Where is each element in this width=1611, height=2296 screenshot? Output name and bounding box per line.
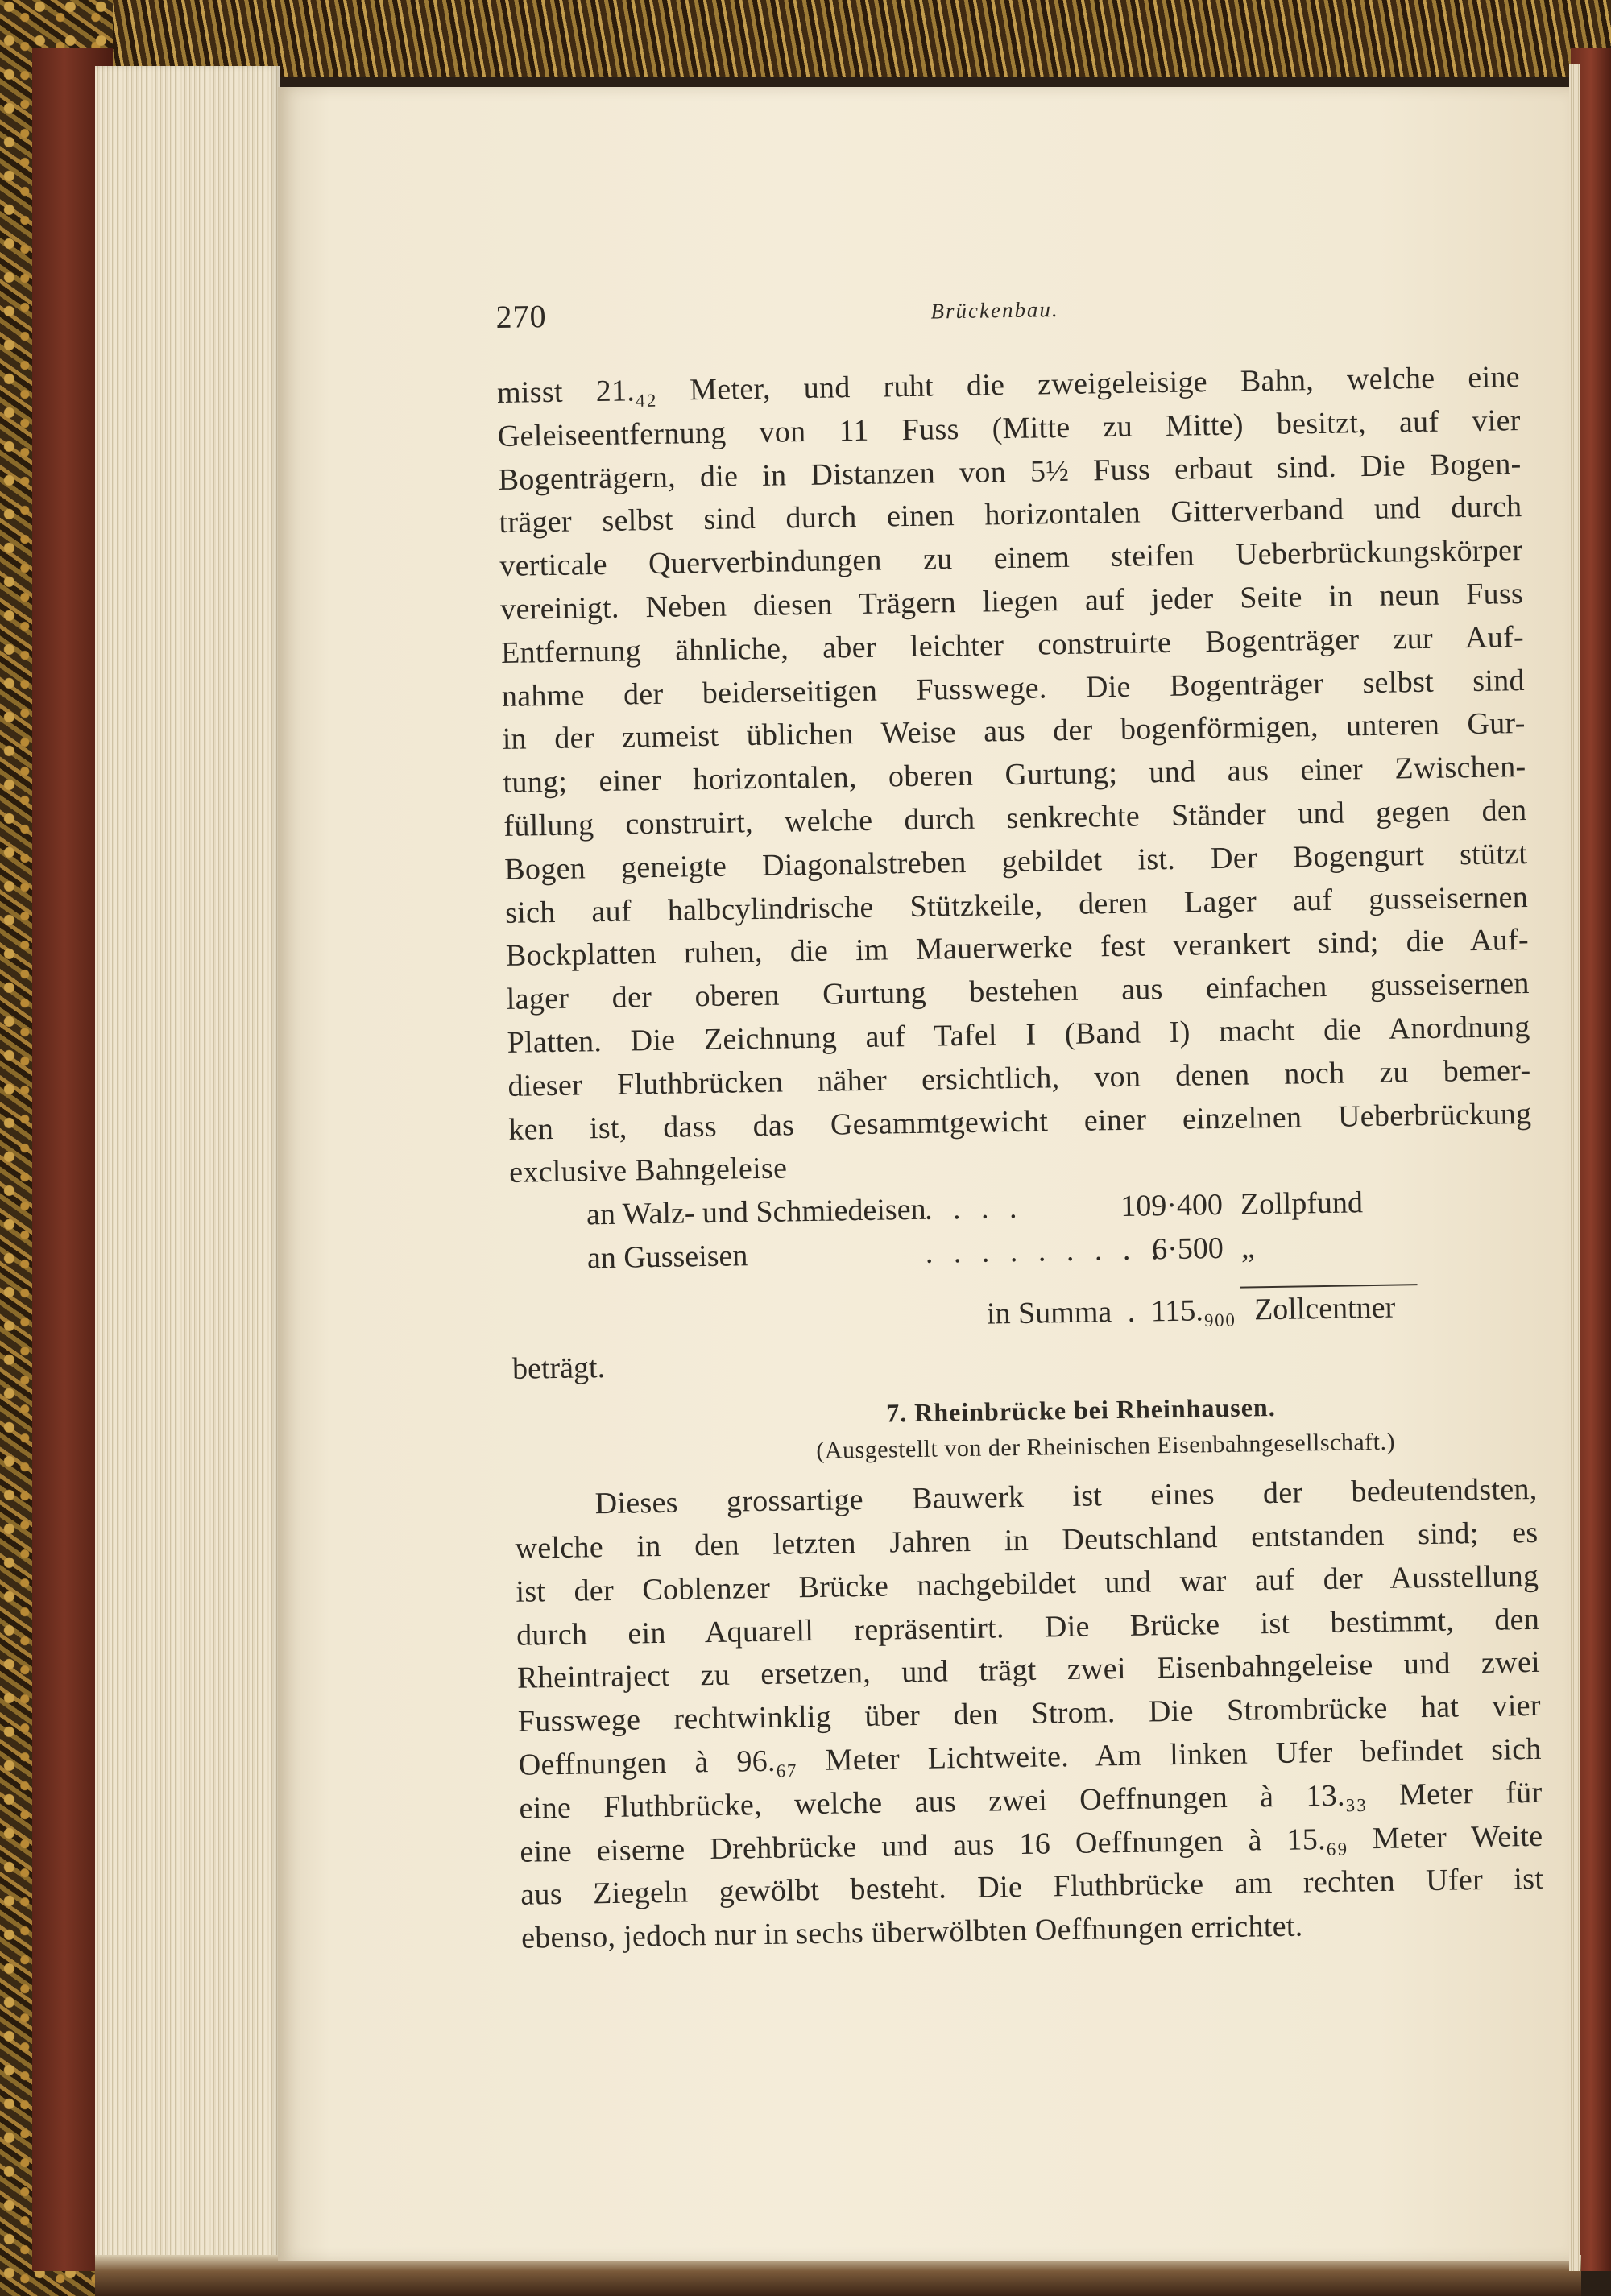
text-line: Dieses grossartige Bauwerk ist eines der bedeutendsten, <box>594 1472 1538 1521</box>
text-line: eine eiserne Drehbrücke und aus 16 Oeffnungen à 15.₆₉ Meter Weite <box>520 1818 1543 1869</box>
text-line: Entfernung ähnliche, aber leichter construirte Bogenträger zur Auf- <box>500 619 1525 670</box>
weight-unit: „ <box>1240 1231 1256 1265</box>
page-stack-edges <box>95 66 280 2279</box>
text-line: ebenso, jedoch nur in sechs überwölbten Oeffnungen errichtet. <box>520 1909 1303 1955</box>
sum-row <box>987 1290 1396 1332</box>
weight-table <box>510 1179 1535 1348</box>
text-line: Rheintraject zu ersetzen, und trägt zwei Eisenbahngeleise und zwei <box>516 1645 1541 1696</box>
leader-dots: . . . . <box>924 1190 1024 1227</box>
sum-value: 115.₉₀₀ <box>1150 1293 1236 1329</box>
sum-label: in Summa <box>986 1295 1112 1331</box>
sum-dot: . <box>1127 1294 1136 1329</box>
text-line: tung; einer horizontalen, oberen Gurtung; und aus einer Zwischen- <box>503 750 1526 800</box>
text-line: Platten. Die Zeichnung auf Tafel I (Band I) macht die Anordnung <box>507 1009 1530 1060</box>
text-line: Fusswege rechtwinklig über den Strom. Die Strombrücke hat vier <box>517 1688 1542 1739</box>
weight-value: 109·400 <box>1120 1188 1224 1224</box>
sum-rule <box>1240 1284 1418 1288</box>
text-line: Bockplatten ruhen, die im Mauerwerke fest verankert sind; die Auf- <box>505 923 1530 974</box>
running-title: Brückenbau. <box>930 297 1059 324</box>
text-line: misst 21.₄₂ Meter, und ruht die zweigeleisige Bahn, welche eine <box>496 360 1521 410</box>
text-line: nahme der beiderseitigen Fusswege. Die Bogenträger selbst sind <box>501 663 1526 714</box>
text-line: Geleiseentfernung von 11 Fuss (Mitte zu Mitte) besitzt, auf vier <box>497 403 1522 453</box>
section-heading: 7. Rheinbrücke bei Rheinhausen. <box>885 1392 1276 1428</box>
section-subheading: (Ausgestellt von der Rheinischen Eisenbahngesellschaft.) <box>816 1428 1396 1465</box>
paragraph-fluthbruecke <box>497 356 1533 1195</box>
right-page-edges <box>1569 64 1580 2271</box>
text-line: in der zumeist üblichen Weise aus der bogenförmigen, unteren Gur- <box>502 706 1526 757</box>
leader-dots: . . . . . . . . . <box>925 1232 1166 1270</box>
weight-value: 6·500 <box>1151 1231 1224 1267</box>
text-line: aus Ziegeln gewölbt besteht. Die Fluthbrücke am rechten Ufer ist <box>520 1862 1544 1913</box>
page-content <box>495 274 1544 1961</box>
weight-label: an Walz- und Schmiedeisen <box>586 1192 926 1232</box>
page-number: 270 <box>495 298 547 335</box>
text-line: füllung construirt, welche durch senkrechte Ständer und gegen den <box>503 792 1527 843</box>
text-line: exclusive Bahngeleise <box>508 1151 788 1190</box>
book-cover-top-edge <box>0 0 1611 77</box>
text-line: durch ein Aquarell repräsentirt. Die Brücke ist bestimmt, den <box>516 1602 1540 1653</box>
weight-label: an Gusseisen <box>586 1239 748 1276</box>
text-line: ist der Coblenzer Brücke nachgebildet und war auf der Ausstellung <box>516 1558 1539 1609</box>
closing-word: beträgt. <box>511 1351 606 1386</box>
sum-unit: Zollcentner <box>1253 1290 1396 1327</box>
text-line: Bogen geneigte Diagonalstreben gebildet ist. Der Bogengurt stützt <box>503 836 1528 887</box>
paragraph-rheinbruecke <box>514 1468 1544 1961</box>
text-line: dieser Fluthbrücken näher ersichtlich, von denen noch zu bemer- <box>507 1053 1531 1103</box>
text-line: Oeffnungen à 96.₆₇ Meter Lichtweite. Am linken Ufer befindet sich <box>518 1731 1542 1782</box>
weight-row <box>586 1185 1364 1232</box>
text-line: eine Fluthbrücke, welche aus zwei Oeffnungen à 13.₃₃ Meter für <box>519 1775 1543 1826</box>
text-line: Bogenträgern, die in Distanzen von 5½ Fuss erbaut sind. Die Bogen- <box>498 446 1522 497</box>
weight-unit: Zollpfund <box>1240 1185 1364 1222</box>
text-line: welche in den letzten Jahren in Deutschland entstanden sind; es <box>515 1515 1539 1566</box>
text-line: verticale Querverbindungen zu einem steifen Ueberbrückungskörper <box>499 533 1523 584</box>
text-line: ken ist, dass das Gesammtgewicht einer einzelnen Ueberbrückung <box>508 1096 1532 1147</box>
text-line: träger selbst sind durch einen horizontalen Gitterverband und durch <box>499 490 1522 540</box>
text-line: vereinigt. Neben diesen Trägern liegen auf jeder Seite in neun Fuss <box>499 576 1524 627</box>
weight-row <box>587 1230 1255 1276</box>
text-line: sich auf halbcylindrische Stützkeile, deren Lager auf gusseisernen <box>504 879 1529 930</box>
text-line: lager der oberen Gurtung bestehen aus einfachen gusseisernen <box>506 966 1530 1017</box>
